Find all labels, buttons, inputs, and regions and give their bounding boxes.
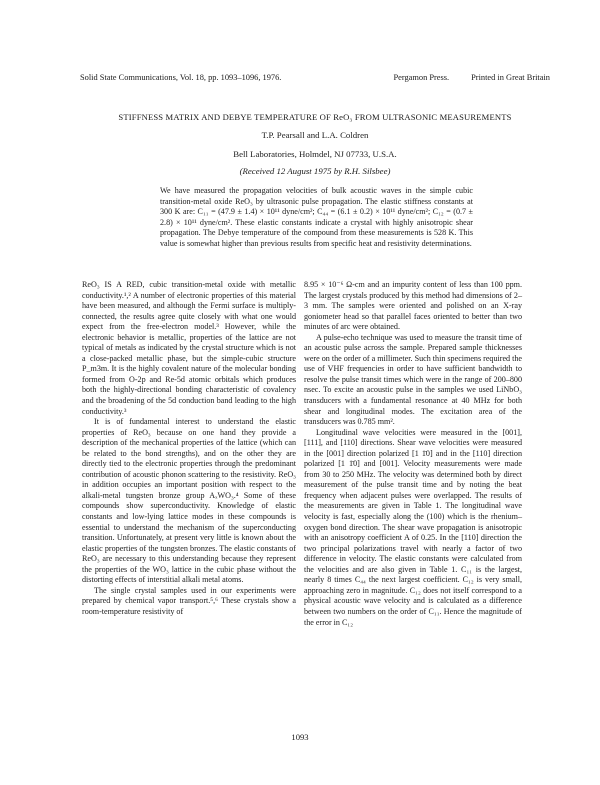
running-header	[80, 73, 550, 82]
publisher-name: Pergamon Press.	[393, 73, 450, 82]
right-column	[304, 280, 522, 628]
abstract: We have measured the propagation velocities of bulk acoustic waves in the simple cubic transition-metal oxide ReO₃ by ultrasonic pulse propagation. The elastic stiffness constants at 300 K are: C₁₁ = (47.9 ± 1.4) × 10¹¹ dyne/cm²; C₄₄ = (6.1 ± 0.2) × 10¹¹ dyne/cm²; C₁₂ = (0.7 ± 2.8) × 10¹¹ dyne/cm². These elastic constants indicate a crystal with highly anisotropic shear propagation. The Debye temperature of the compound from these measurements is 528 K. This value is somewhat higher than previous results from specific heat and resistivity determinations.	[160, 186, 473, 248]
paragraph: ReO₃ IS A RED, cubic transition-metal oxide with metallic conductivity.¹,² A number of electronic properties of this material have been measured, and although the Fermi surface is multiply-connected, the results agree quite closely with what one would expect from the free-electron model.³ However, while the electronic behavior is metallic, properties of the lattice are not typical of metals as indicated by the crystal structure which is not a close-packed metallic phase, but the simple-cubic structure P_m3m. It is the highly covalent nature of the molecular bonding formed from O-2p and Re-5d atomic orbitals which produces both the highly-directional bonding characteristic of covalency and the broadening of the 5d conduction band leading to the high conductivity.³	[82, 280, 296, 416]
paper-authors: T.P. Pearsall and L.A. Coldren	[261, 130, 369, 140]
paragraph: The single crystal samples used in our experiments were prepared by chemical vapor transport.⁵,⁶ These crystals show a room-temperature resistivity of	[82, 585, 296, 616]
paragraph: Longitudinal wave velocities were measured in the [001], [111], and [110] directions. Shear wave velocities were measured in the [001] direction polarized [1 1̄0] and in the [110] direction polarized [1 1̄0] and [001]. Velocity measurements were made from 30 to 250 MHz. The velocity was determined both by direct measurement of the pulse transit time and by noting the beat frequency when adjacent pulses were overlapped. The results of the measurements are given in Table 1. The longitudinal wave velocity is fast, especially along the (100) which is the rhenium–oxygen bond direction. The shear wave propagation is anisotropic with an anisotropy coefficient A of 0.25. In the [110] direction the two principal polarizations travel with nearly a factor of two difference in velocity. The elastic constants were calculated from the velocities and are also given in Table 1. C₁₁ is the largest, nearly 8 times C₄₄ the next largest coefficient. C₁₂ is very small, approaching zero in magnitude. C₁₂ does not itself correspond to a physical acoustic wave velocity and is calculated as a difference between two numbers on the order of C₁₁. Hence the magnitude of the error in C₁₂	[304, 427, 522, 627]
journal-citation: Solid State Communications, Vol. 18, pp. 1093–1096, 1976.	[80, 73, 282, 82]
left-column	[82, 280, 296, 618]
paragraph: 8.95 × 10⁻⁶ Ω-cm and an impurity content of less than 100 ppm. The largest crystals produced by this method had dimensions of 2–3 mm. The samples were oriented and polished on an X-ray goniometer head so that parallel faces oriented to better than two minutes of arc were obtained.	[304, 280, 522, 332]
paper-title: STIFFNESS MATRIX AND DEBYE TEMPERATURE OF ReO₃ FROM ULTRASONIC MEASUREMENTS	[118, 112, 512, 122]
printed-location: Printed in Great Britain	[471, 73, 550, 82]
page-number: 1093	[291, 732, 309, 742]
received-date: (Received 12 August 1975 by R.H. Silsbee)	[239, 166, 391, 176]
paragraph: A pulse-echo technique was used to measure the transit time of an acoustic pulse across the sample. Prepared sample thicknesses were on the order of a millimeter. Such thin specimens required the use of VHF frequencies in order to have sufficient bandwidth to resolve the pulse transit times which were in the range of 200–800 nsec. To excite an acoustic pulse in the samples we used LiNbO₃ transducers with a fundamental resonance at 40 MHz for both shear and longitudinal modes. The excitation area of the transducers was 0.785 mm².	[304, 332, 523, 427]
author-affiliation: Bell Laboratories, Holmdel, NJ 07733, U.S.A.	[233, 149, 397, 159]
paragraph: It is of fundamental interest to understand the elastic properties of ReO₃ because on one hand they provide a description of the mechanical properties of the lattice (which can be related to the bond strengths), and on the other they are directly tied to the electronic properties through the predominant contribution of acoustic phonon scattering to the resistivity. ReO₃ in addition occupies an important position with respect to the alkali-metal tungsten bronze group AₓWO₃.⁴ Some of these compounds show superconductivity. Knowledge of elastic constants and low-lying lattice modes in these compounds is essential to understand the mechanism of the superconducting transition. Unfortunately, at present very little is known about the elastic properties of the tungsten bronzes. The elastic constants of ReO₃ are necessary to this understanding because they represent the properties of the WO₃ lattice in the cubic phase without the distorting effects of interstitial alkali metal atoms.	[82, 417, 296, 585]
